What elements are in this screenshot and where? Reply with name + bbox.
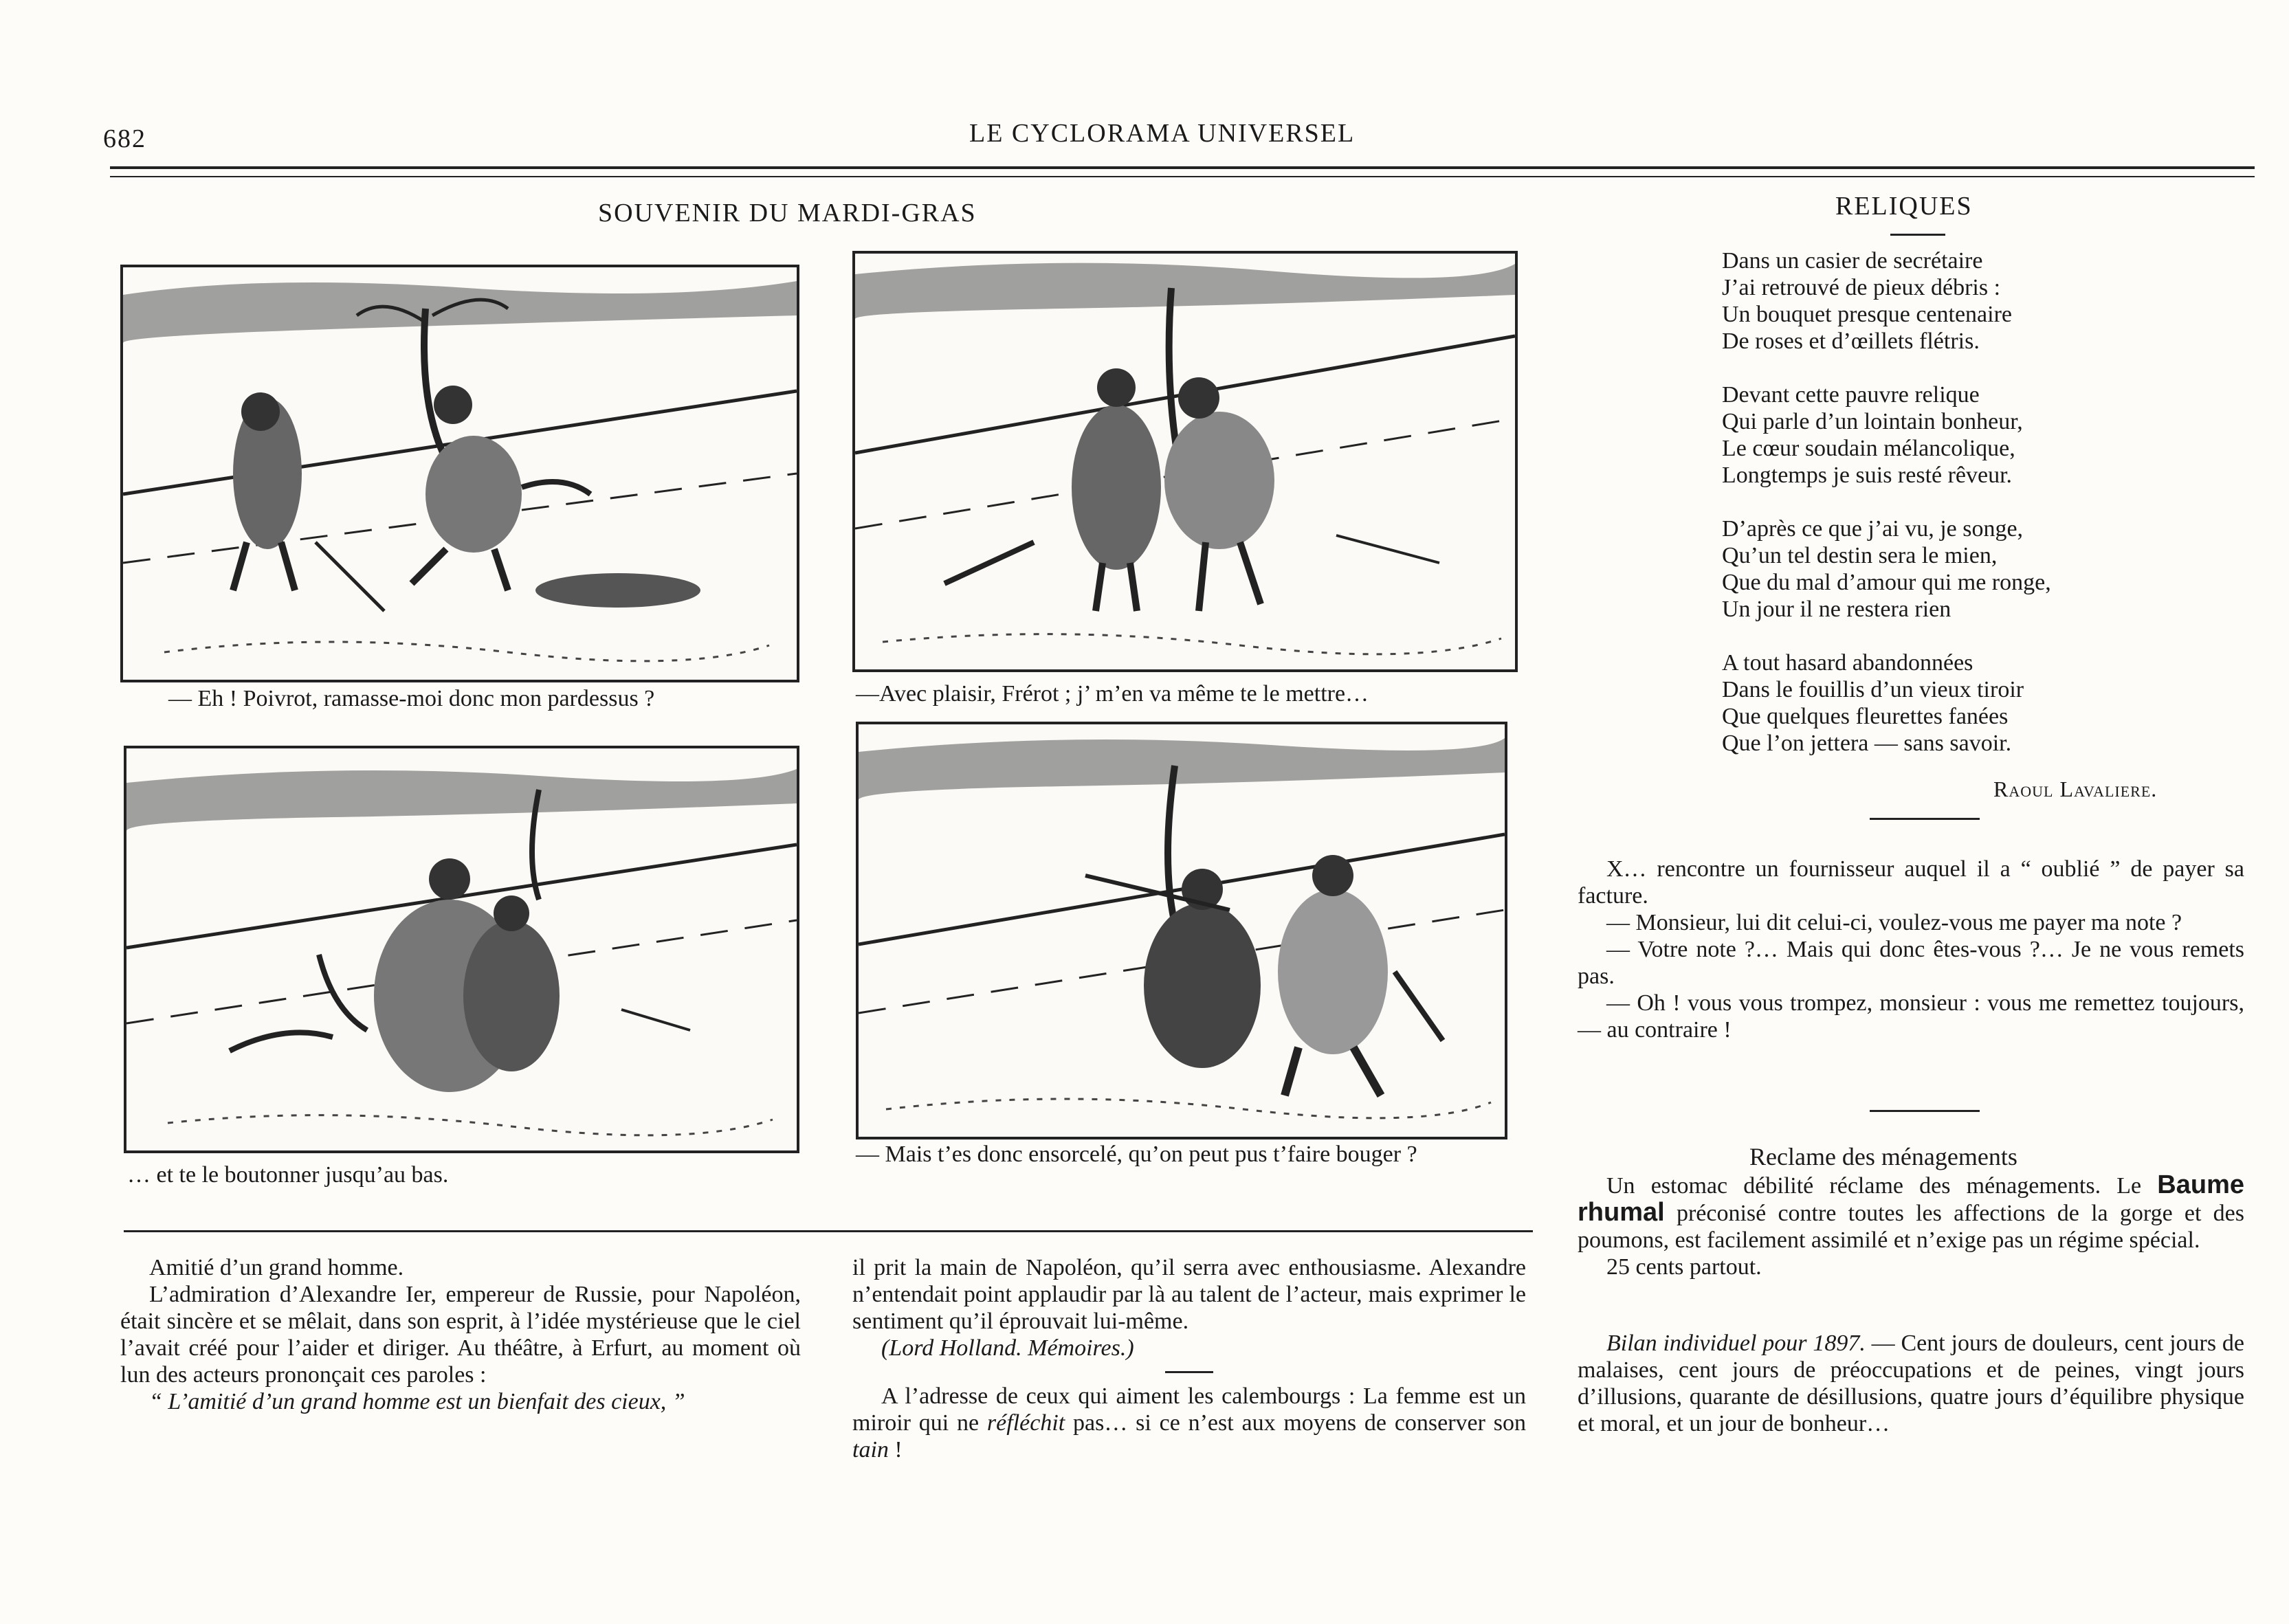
bilan-title: Bilan individuel pour 1897. bbox=[1606, 1331, 1866, 1356]
article-paragraph-end: il prit la main de Napoléon, qu’il serra avec enthousiasme. Alexandre n’entendait point applaudir par là au talent de l’acteur, mais exprimer le sentiment qu’il éprouvait lui-même. bbox=[852, 1255, 1526, 1334]
poem-title-rule bbox=[1890, 234, 1945, 236]
advert-price: 25 cents partout. bbox=[1606, 1254, 1762, 1280]
article-column-2 bbox=[852, 1254, 1526, 1463]
article-heading: Amitié d’un grand homme. bbox=[149, 1255, 404, 1280]
poem-body bbox=[1722, 247, 2217, 783]
poem-line: Qu’un tel destin sera le mien, bbox=[1722, 543, 1998, 568]
poem-line: Que quelques fleurettes fanées bbox=[1722, 704, 2009, 729]
header-rule-thin bbox=[110, 176, 2255, 177]
page-number: 682 bbox=[103, 124, 146, 153]
comic-title: SOUVENIR DU MARDI-GRAS bbox=[598, 199, 977, 227]
poem-line: J’ai retrouvé de pieux débris : bbox=[1722, 275, 2001, 300]
panel-2-caption: —Avec plaisir, Frérot ; j’ m’en va même te le mettre… bbox=[856, 681, 1369, 707]
poem-line: Qui parle d’un lointain bonheur, bbox=[1722, 409, 2023, 434]
article-quote: “ L’amitié d’un grand homme est un bienfait des cieux, ” bbox=[149, 1389, 685, 1414]
poem-stanza bbox=[1722, 649, 2217, 757]
comic-bottom-rule bbox=[124, 1230, 1533, 1232]
article-source: (Lord Holland. Mémoires.) bbox=[881, 1335, 1134, 1361]
panel-3-illustration bbox=[126, 748, 797, 1150]
poem-line: Dans le fouillis d’un vieux tiroir bbox=[1722, 677, 2024, 702]
poem-end-rule bbox=[1870, 818, 1980, 820]
anecdote-end-rule bbox=[1870, 1110, 1980, 1112]
anecdote bbox=[1578, 856, 2244, 1043]
poem-line: Devant cette pauvre relique bbox=[1722, 382, 1980, 408]
panel-1-caption: — Eh ! Poivrot, ramasse-moi donc mon pardessus ? bbox=[168, 686, 655, 711]
calembour: A l’adresse de ceux qui aiment les calembourgs : La femme est un miroir qui ne réfléchit pas… si ce n’est aux moyens de conserver son tain ! bbox=[852, 1383, 1526, 1462]
poem-line: Que l’on jettera — sans savoir. bbox=[1722, 731, 2012, 756]
advert-title: Reclame des ménagements bbox=[1749, 1143, 2017, 1170]
anecdote-paragraph: — Oh ! vous vous trompez, monsieur : vous me remettez toujours, — au contraire ! bbox=[1578, 990, 2244, 1043]
comic-panel-3 bbox=[124, 746, 799, 1153]
poem-line: Le cœur soudain mélancolique, bbox=[1722, 436, 2015, 461]
anecdote-paragraph: — Monsieur, lui dit celui-ci, voulez-vous me payer ma note ? bbox=[1606, 910, 2182, 935]
poem-title: RELIQUES bbox=[1835, 192, 1973, 221]
comic-panel-2 bbox=[852, 251, 1518, 672]
poem-line: Un bouquet presque centenaire bbox=[1722, 302, 2012, 327]
panel-1-illustration bbox=[123, 267, 797, 680]
poem-line: Que du mal d’amour qui me ronge, bbox=[1722, 570, 2051, 595]
advert-body: Un estomac débilité réclame des ménagements. Le Baume rhumal préconisé contre toutes les affections de la gorge et des poumons, est facilement assimilé et n’exige pas un régime spécial. 25 cents partout. bbox=[1578, 1170, 2244, 1280]
anecdote-paragraph: — Votre note ?… Mais qui donc êtes-vous ?… Je ne vous remets pas. bbox=[1578, 937, 2244, 989]
poem-author: Raoul Lavaliere. bbox=[1993, 777, 2158, 801]
poem-line: Un jour il ne restera rien bbox=[1722, 597, 1951, 622]
header-rule bbox=[110, 166, 2255, 169]
journal-title: LE CYCLORAMA UNIVERSEL bbox=[969, 119, 1356, 148]
poem-stanza bbox=[1722, 381, 2217, 489]
comic-panel-4 bbox=[856, 722, 1507, 1139]
poem-line: A tout hasard abandonnées bbox=[1722, 650, 1973, 676]
panel-3-caption: … et te le boutonner jusqu’au bas. bbox=[127, 1162, 449, 1188]
bilan-text: — Cent jours de douleurs, cent jours de malaises, cent jours de préoccupations et de peines, vingt jours d’illusions, quarante de désillusions, quatre jours d’équilibre physique et moral, et un jour de bonheur… bbox=[1578, 1331, 2245, 1436]
panel-4-illustration bbox=[859, 724, 1505, 1137]
panel-2-illustration bbox=[855, 254, 1515, 669]
comic-panel-1 bbox=[120, 265, 799, 682]
poem-stanza bbox=[1722, 515, 2217, 623]
poem-line: D’après ce que j’ai vu, je songe, bbox=[1722, 516, 2024, 542]
article-column-1 bbox=[120, 1254, 801, 1415]
poem-line: De roses et d’œillets flétris. bbox=[1722, 329, 1980, 354]
poem-line: Dans un casier de secrétaire bbox=[1722, 248, 1983, 274]
anecdote-paragraph: X… rencontre un fournisseur auquel il a “ oublié ” de payer sa facture. bbox=[1578, 856, 2244, 909]
poem-line: Longtemps je suis resté rêveur. bbox=[1722, 463, 2013, 488]
panel-4-caption: — Mais t’es donc ensorcelé, qu’on peut pus t’faire bouger ? bbox=[856, 1142, 1417, 1167]
separator bbox=[1165, 1371, 1213, 1373]
article-paragraph: L’admiration d’Alexandre Ier, empereur de Russie, pour Napoléon, était sincère et se mêlait, dans son esprit, à l’idée mystérieuse que le ciel l’avait créé pour l’aider et diriger. Au théâtre, à Erfurt, au moment où lun des acteurs prononçait ces paroles : bbox=[120, 1282, 801, 1388]
poem-stanza bbox=[1722, 247, 2217, 355]
bilan bbox=[1578, 1330, 2244, 1437]
advert-brand: Baume rhumal bbox=[1578, 1170, 2244, 1227]
